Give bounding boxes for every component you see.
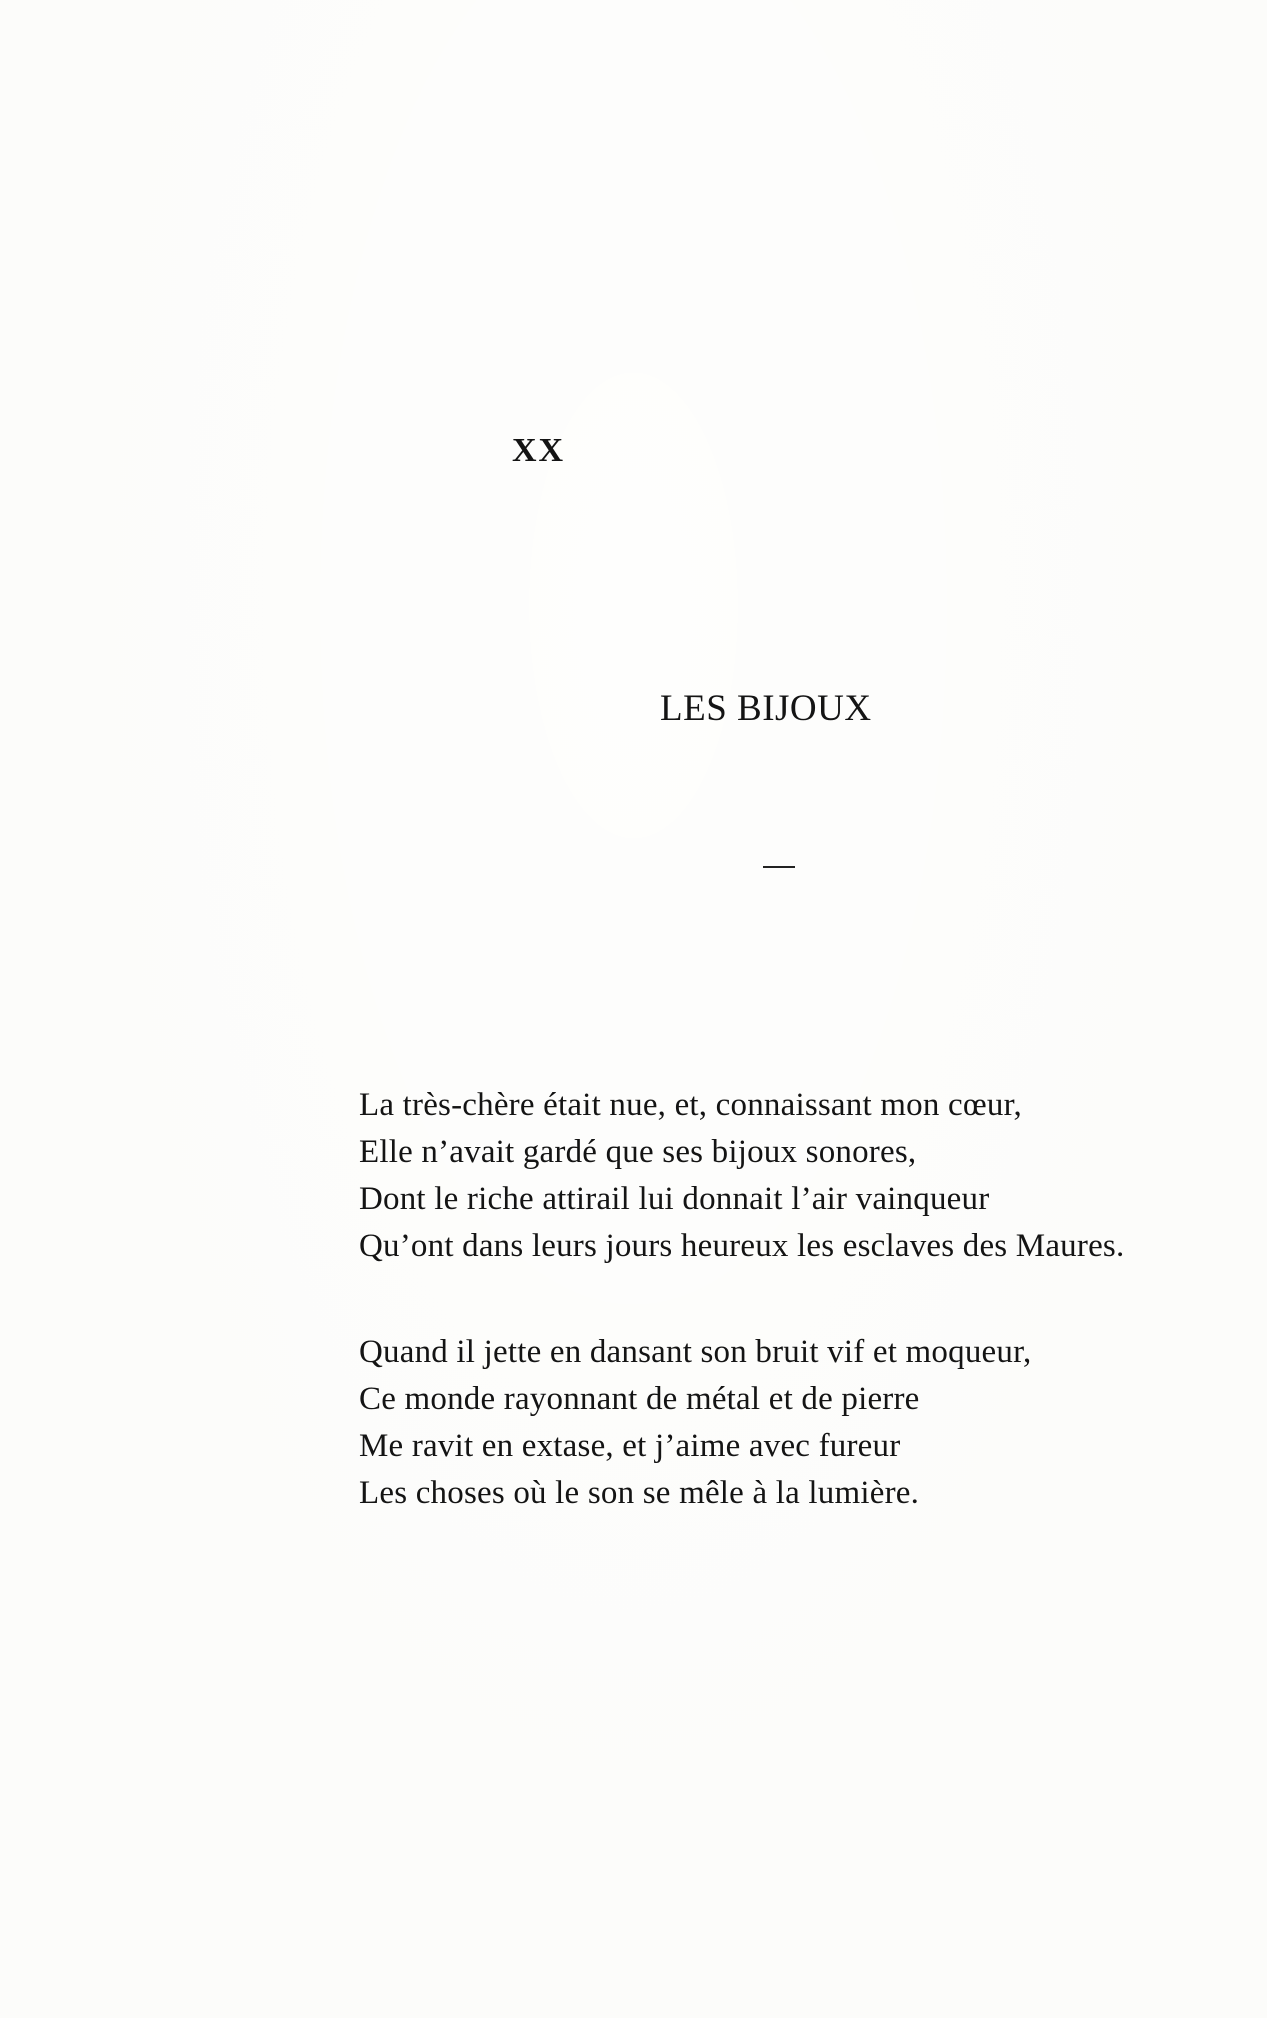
verse-line: Dont le riche attirail lui donnait l’air vainqueur (359, 1181, 990, 1217)
verse-line: Me ravit en extase, et j’aime avec fureur (359, 1428, 901, 1464)
verse-line: Elle n’avait gardé que ses bijoux sonores, (359, 1134, 917, 1170)
verse-line: Ce monde rayonnant de métal et de pierre (359, 1381, 920, 1417)
verse-line: Qu’ont dans leurs jours heureux les esclaves des Maures. (359, 1228, 1125, 1264)
poem-number: XX (512, 432, 566, 469)
stanza-1 (359, 1082, 1124, 1270)
verse-line: Les choses où le son se mêle à la lumière. (359, 1475, 920, 1511)
poem-title: LES BIJOUX (660, 688, 872, 729)
title-separator-dash (763, 866, 795, 868)
verse-line: La très-chère était nue, et, connaissant mon cœur, (359, 1087, 1022, 1123)
verse-line: Quand il jette en dansant son bruit vif et moqueur, (359, 1334, 1032, 1370)
stanza-2 (359, 1329, 1031, 1517)
